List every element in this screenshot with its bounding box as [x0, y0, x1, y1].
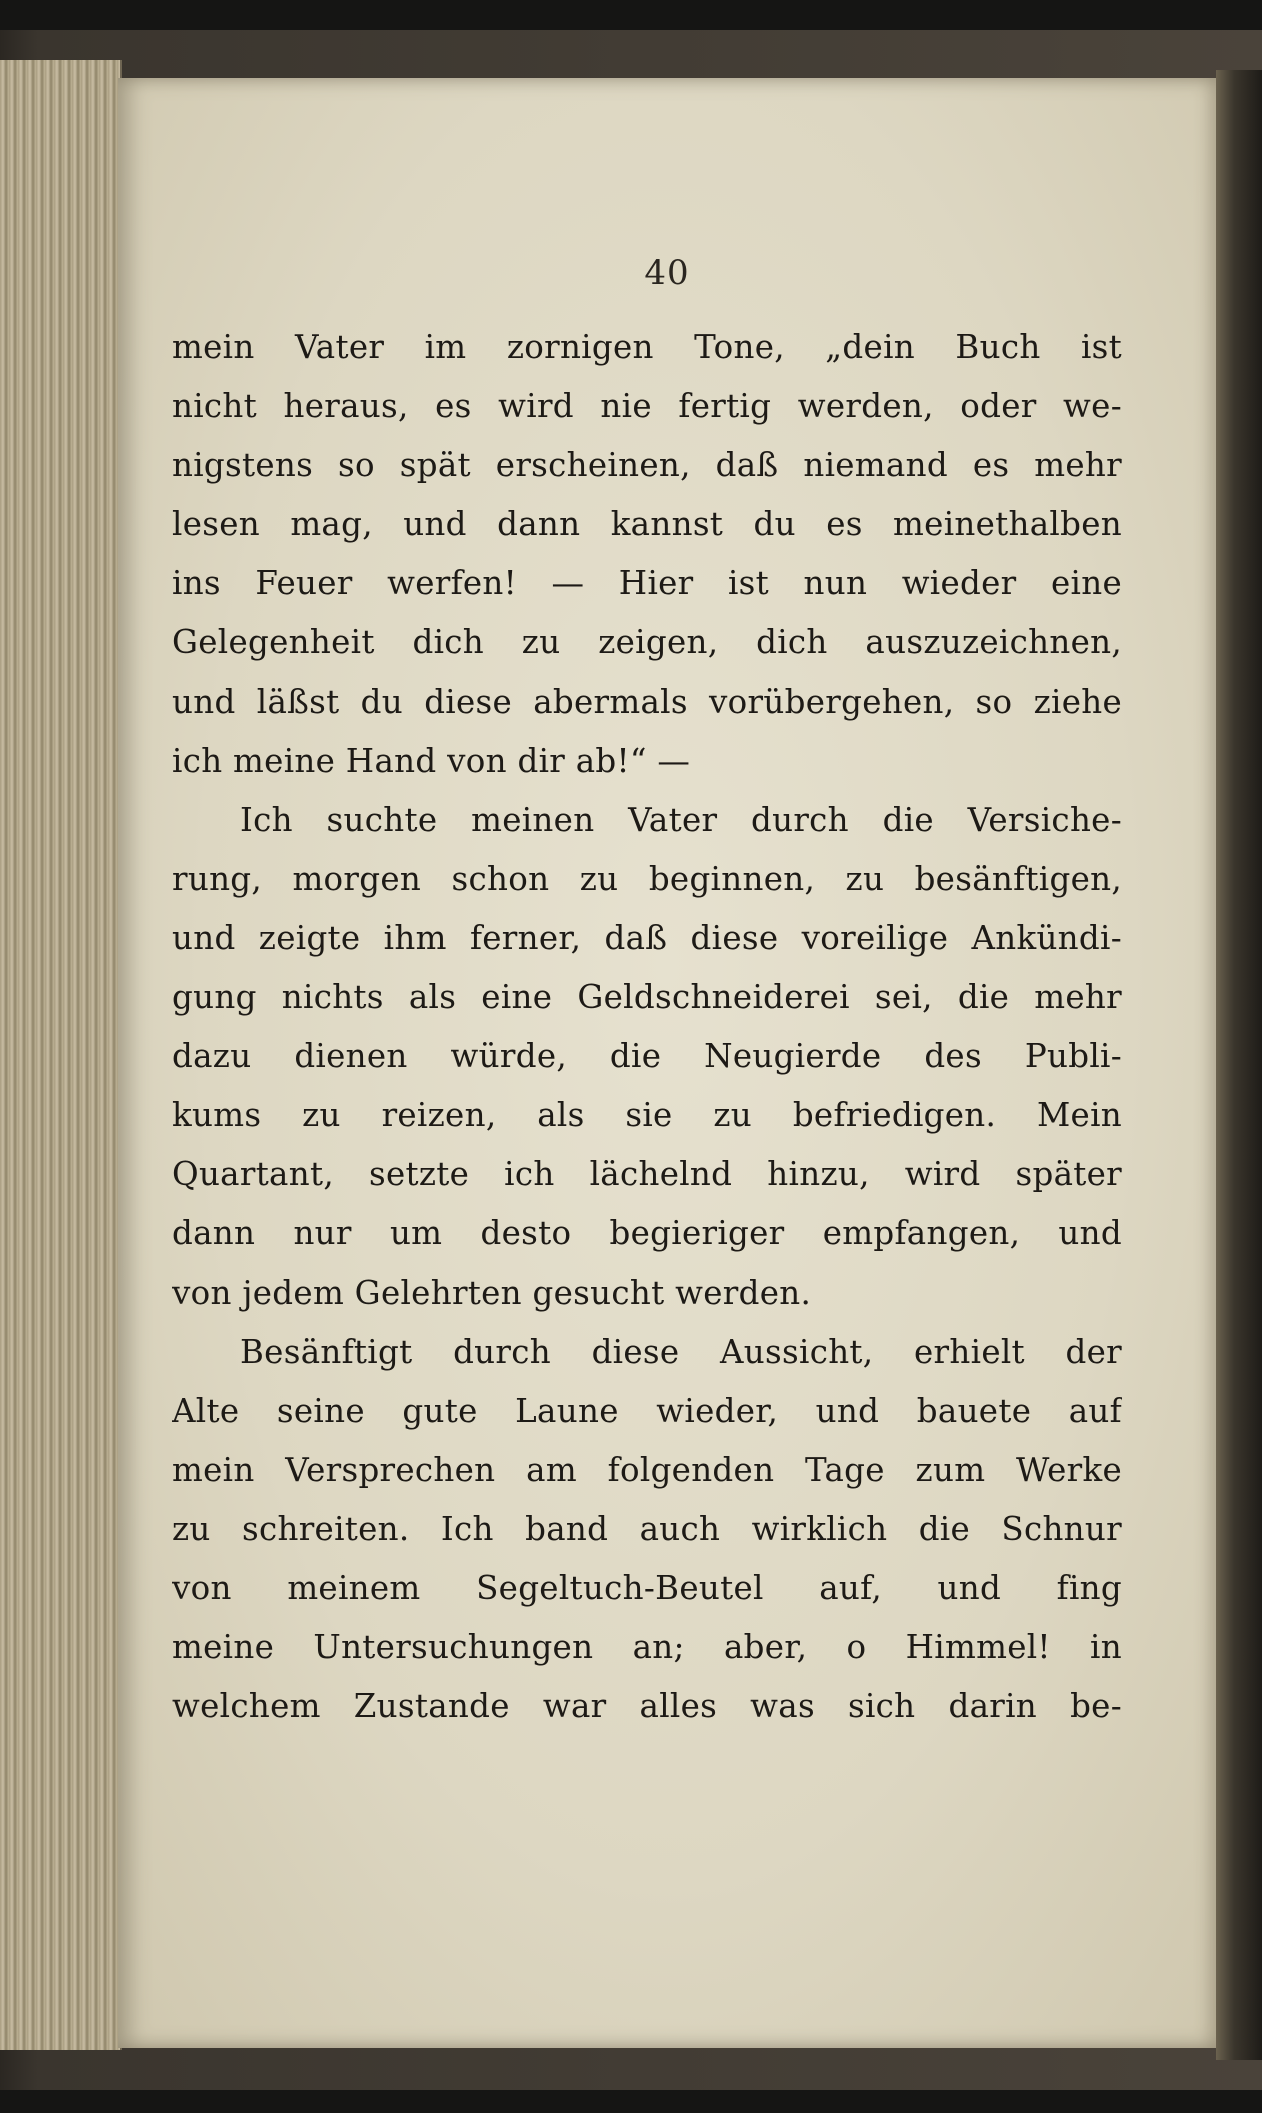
- text-line: ich meine Hand von dir ab!“ —: [172, 741, 691, 780]
- text-line: Besänftigt durch diese Aussicht, erhielt der: [240, 1332, 1122, 1371]
- text-line: Alte seine gute Laune wieder, und bauete auf: [172, 1391, 1122, 1430]
- text-line: welchem Zustande war alles was sich darin be-: [172, 1687, 1122, 1726]
- text-line: zu schreiten. Ich band auch wirklich die Schnur: [172, 1509, 1122, 1548]
- text-line: nigstens so spät erscheinen, daß niemand es mehr: [172, 446, 1122, 485]
- page-number: 40: [644, 253, 690, 293]
- text-line: dann nur um desto begieriger empfangen, und: [172, 1214, 1122, 1253]
- text-line: Ich suchte meinen Vater durch die Versiche-: [240, 800, 1122, 839]
- text-block: [172, 318, 1122, 1736]
- text-line: von jedem Gelehrten gesucht werden.: [172, 1273, 812, 1312]
- text-line: Quartant, setzte ich lächelnd hinzu, wird später: [172, 1155, 1122, 1194]
- binding-edge: [1216, 70, 1262, 2060]
- text-line: von meinem Segeltuch-Beutel auf, und fing: [172, 1568, 1122, 1607]
- text-line: mein Versprechen am folgenden Tage zum Werke: [172, 1450, 1122, 1489]
- text-line: ins Feuer werfen! — Hier ist nun wieder eine: [172, 564, 1122, 603]
- text-line: rung, morgen schon zu beginnen, zu besänftigen,: [172, 859, 1122, 898]
- text-line: gung nichts als eine Geldschneiderei sei, die mehr: [172, 978, 1122, 1017]
- text-line: und läßst du diese abermals vorübergehen, so ziehe: [172, 682, 1122, 721]
- text-line: mein Vater im zornigen Tone, „dein Buch ist: [172, 328, 1122, 366]
- text-line: dazu dienen würde, die Neugierde des Publi-: [172, 1037, 1122, 1076]
- text-line: lesen mag, und dann kannst du es meinethalben: [172, 505, 1122, 544]
- text-line: Gelegenheit dich zu zeigen, dich auszuzeichnen,: [172, 623, 1122, 662]
- text-line: meine Untersuchungen an; aber, o Himmel! in: [172, 1628, 1122, 1667]
- text-line: nicht heraus, es wird nie fertig werden, oder we-: [172, 387, 1122, 426]
- text-line: und zeigte ihm ferner, daß diese voreilige Ankündi-: [172, 918, 1122, 957]
- page-stack-edge: [0, 60, 122, 2050]
- text-line: kums zu reizen, als sie zu befriedigen. Mein: [172, 1096, 1122, 1135]
